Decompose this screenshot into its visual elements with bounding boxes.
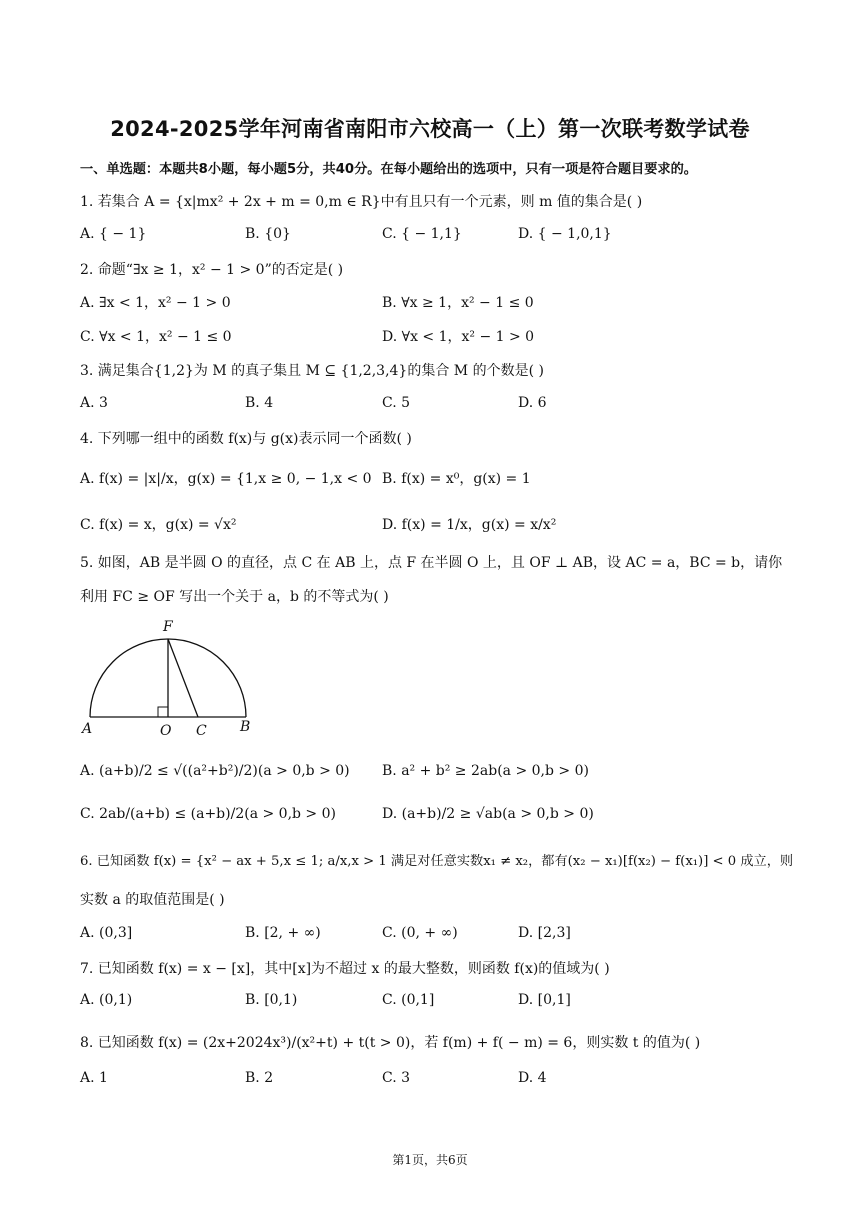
question-8-stem: 8. 已知函数 f(x) = (2x+2024x³)/(x²+t) + t(t > 0)，若 f(m) + f( − m) = 6，则实数 t 的值为( ) xyxy=(80,1035,701,1051)
question-1-option-d: D. { − 1,0,1} xyxy=(518,226,612,242)
question-1-option-a: A. { − 1} xyxy=(80,226,147,242)
point-label-f: F xyxy=(163,619,173,635)
question-5-option-d: D. (a+b)/2 ≥ √ab(a > 0,b > 0) xyxy=(382,806,594,822)
question-8-option-a: A. 1 xyxy=(80,1070,108,1086)
page-title: 2024-2025学年河南省南阳市六校高一（上）第一次联考数学试卷 xyxy=(110,117,750,141)
question-3-option-d: D. 6 xyxy=(518,395,547,411)
question-5-option-a: A. (a+b)/2 ≤ √((a²+b²)/2)(a > 0,b > 0) xyxy=(80,763,350,779)
question-6-stem: 6. 已知函数 f(x) = {x² − ax + 5,x ≤ 1; a/x,x > 1 满足对任意实数x₁ ≠ x₂，都有(x₂ − x₁)[f(x₂) − f(x₁)] < 0 成立，则 xyxy=(80,854,794,869)
question-3-stem: 3. 满足集合{1,2}为 M 的真子集且 M ⊆ {1,2,3,4}的集合 M 的个数是( ) xyxy=(80,363,544,379)
question-2-option-b: B. ∀x ≥ 1，x² − 1 ≤ 0 xyxy=(382,295,534,311)
point-label-c: C xyxy=(196,723,207,739)
section-heading: 一、单选题：本题共8小题，每小题5分，共40分。在每小题给出的选项中，只有一项是符合题目要求的。 xyxy=(80,162,697,177)
question-8-option-b: B. 2 xyxy=(245,1070,274,1086)
question-7-option-d: D. [0,1] xyxy=(518,992,571,1008)
question-2-stem: 2. 命题“∃x ≥ 1，x² − 1 > 0”的否定是( ) xyxy=(80,262,344,278)
question-2-option-d: D. ∀x < 1，x² − 1 > 0 xyxy=(382,329,535,345)
question-7-option-b: B. [0,1) xyxy=(245,992,298,1008)
semicircle-figure xyxy=(80,615,260,740)
question-4-option-d: D. f(x) = 1/x，g(x) = x/x² xyxy=(382,517,557,533)
question-1-option-b: B. {0} xyxy=(245,226,291,242)
question-4-stem: 4. 下列哪一组中的函数 f(x)与 g(x)表示同一个函数( ) xyxy=(80,431,412,447)
question-4-option-a: A. f(x) = |x|/x，g(x) = {1,x ≥ 0, − 1,x < 0 xyxy=(80,471,372,487)
question-5-option-c: C. 2ab/(a+b) ≤ (a+b)/2(a > 0,b > 0) xyxy=(80,806,336,822)
question-3-option-c: C. 5 xyxy=(382,395,411,411)
point-label-a: A xyxy=(82,721,93,737)
question-3-option-a: A. 3 xyxy=(80,395,108,411)
question-3-option-b: B. 4 xyxy=(245,395,274,411)
question-6-option-d: D. [2,3] xyxy=(518,925,571,941)
question-7-stem: 7. 已知函数 f(x) = x − [x]，其中[x]为不超过 x 的最大整数，则函数 f(x)的值域为( ) xyxy=(80,961,610,977)
page-footer: 第1页，共6页 xyxy=(392,1153,468,1167)
question-6-option-b: B. [2, + ∞) xyxy=(245,925,321,941)
question-5-stem-continued: 利用 FC ≥ OF 写出一个关于 a，b 的不等式为( ) xyxy=(80,589,389,605)
question-5-stem: 5. 如图，AB 是半圆 O 的直径，点 C 在 AB 上，点 F 在半圆 O 上，且 OF ⊥ AB，设 AC = a，BC = b，请你 xyxy=(80,555,783,571)
question-1-stem: 1. 若集合 A = {x|mx² + 2x + m = 0,m ∈ R}中有且只有一个元素，则 m 值的集合是( ) xyxy=(80,194,643,210)
question-8-option-c: C. 3 xyxy=(382,1070,411,1086)
question-6-option-c: C. (0, + ∞) xyxy=(382,925,458,941)
question-2-option-c: C. ∀x < 1，x² − 1 ≤ 0 xyxy=(80,329,232,345)
question-4-option-b: B. f(x) = x⁰，g(x) = 1 xyxy=(382,471,531,487)
point-label-b: B xyxy=(240,719,251,735)
question-4-option-c: C. f(x) = x，g(x) = √x² xyxy=(80,517,237,533)
question-2-option-a: A. ∃x < 1，x² − 1 > 0 xyxy=(80,295,231,311)
segment-fc xyxy=(168,639,198,717)
question-7-option-c: C. (0,1] xyxy=(382,992,435,1008)
question-6-option-a: A. (0,3] xyxy=(80,925,133,941)
question-5-option-b: B. a² + b² ≥ 2ab(a > 0,b > 0) xyxy=(382,763,589,779)
question-6-stem-continued: 实数 a 的取值范围是( ) xyxy=(80,892,225,908)
question-8-option-d: D. 4 xyxy=(518,1070,547,1086)
right-angle-mark xyxy=(158,707,168,717)
point-label-o: O xyxy=(160,723,172,739)
question-7-option-a: A. (0,1) xyxy=(80,992,133,1008)
question-1-option-c: C. { − 1,1} xyxy=(382,226,462,242)
